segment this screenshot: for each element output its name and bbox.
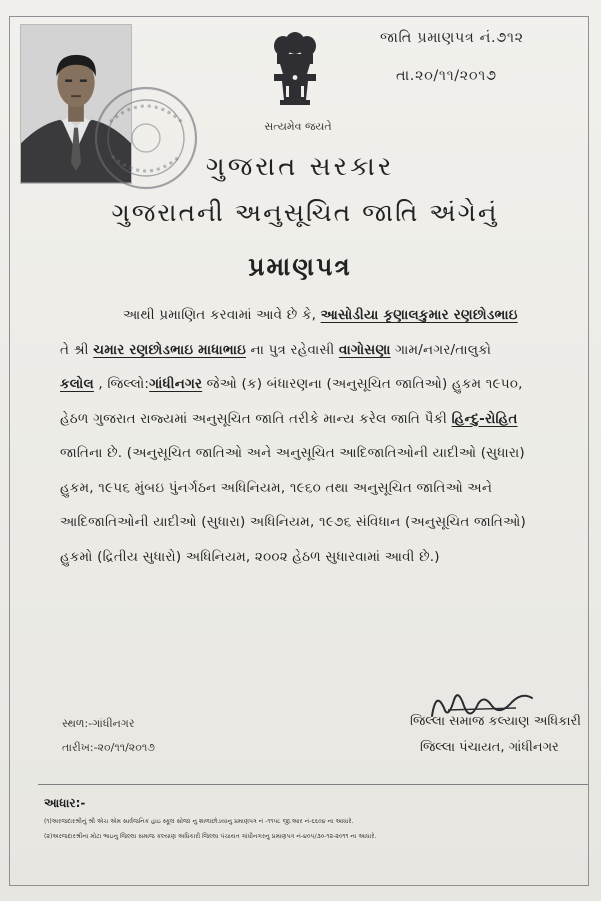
- body-line-5: જાતિના છે. (અનુસૂચિત જાતિઓ અને અનુસૂચિત આદિજાતિઓની યાદીઓ (સુધારા): [60, 445, 525, 461]
- body-line-7: આદિજાતિઓની યાદીઓ (સુધારા) અધિનિયમ, ૧૯૭૬ સંવિધાન (અનુસૂચિત જાતિઓ): [60, 514, 526, 530]
- basis-reference-2: (૨)અરજદારશ્રીના મોટા ભાઇનુ જિલ્લા સમાજ કલ્યાણ અધિકારી જિલ્લા પંચાયત ગાંધીનગરનુ પ્રમાણપત્ર નં-૪૦૫/૩૦-૧૨-૨૦૧૧ ના આધારે.: [44, 833, 377, 840]
- title-subject: ગુજરાતની અનુસૂચિત જાતિ અંગેનું: [111, 198, 499, 227]
- body-line-6: હુકમ, ૧૯૫૬ મુંબઇ પુંનર્ગઠન અધિનિયમ, ૧૯૬૦ તથા અનુસૂચિત જાતિઓ અને: [60, 479, 493, 496]
- basis-label: આધાર:-: [44, 796, 86, 810]
- body-line-8: હુકમો (દ્રિતીય સુધારો) અધિનિયમ, ૨૦૦૨ હેઠળ સુધારવામાં આવી છે.): [60, 548, 440, 565]
- text: ગામ/નગર/તાલુકો: [390, 341, 492, 358]
- text: હેઠળ ગુજરાત રાજ્યમાં અનુસૂચિત જાતિ તરીકે માન્ય કરેલ જાતિ પૈકી: [60, 410, 452, 427]
- text: , જિલ્લો:: [93, 376, 150, 392]
- district-name: ગાંધીનગર: [149, 376, 203, 392]
- certificate-number: જાતિ પ્રમાણપત્ર નં.૭૧૨: [380, 30, 524, 46]
- father-name: ચમાર રણછોડભાઇ માધાભાઇ: [93, 341, 247, 358]
- emblem-motto: સત્યમેવ જયતે: [264, 120, 332, 133]
- issue-place: સ્થળ:-ગાંધીનગર: [62, 717, 135, 730]
- national-emblem-icon: [266, 30, 324, 114]
- applicant-name: આસોડીયા કૃણાલકુમાર રણછોડભાઇ: [320, 307, 518, 323]
- basis-reference-1: (૧)અરજદારશ્રીનું શ્રી એચ એમ સાર્વજનિક હાઇ સ્કૂલ સોજા નુ શાળાછોડયાનુ પ્રમાણપત્ર નં -૧૧૫૮ જી.આર નં-૬૬૦૪ ના આધારે.: [44, 818, 354, 825]
- title-certificate: પ્રમાણપત્ર: [248, 252, 352, 281]
- officer-office: જિલ્લા પંચાયત, ગાંધીનગર: [420, 740, 559, 755]
- issue-date: તારીખ:-૨૦/૧૧/૨૦૧૭: [62, 741, 155, 754]
- body-line-2: [60, 333, 580, 368]
- certificate-body: [60, 298, 580, 574]
- village-name: વાગોસણા: [338, 341, 391, 358]
- body-line-4: [60, 402, 580, 437]
- footer-divider: [38, 784, 588, 785]
- title-government: ગુજરાત સરકાર: [205, 152, 395, 182]
- body-line-1: [60, 298, 580, 333]
- body-line-3: [60, 367, 580, 402]
- caste-name: હિન્દુ-રોહિત: [451, 410, 518, 427]
- taluka-name: કલોલ: [60, 376, 94, 392]
- certificate-date: તા.૨૦/૧૧/૨૦૧૭: [396, 68, 497, 84]
- text: જેઓ (ક) બંધારણના (અનુસૂચિત જાતિઓ) હુકમ ૧૯૫૦,: [202, 376, 523, 392]
- officer-title: જિલ્લા સમાજ કલ્યાણ અધિકારી: [410, 714, 581, 729]
- text: આથી પ્રમાણિત કરવામાં આવે છે કે,: [123, 307, 321, 323]
- text: ના પુત્ર રહેવાસી: [246, 341, 339, 358]
- text: તે શ્રી: [60, 341, 94, 358]
